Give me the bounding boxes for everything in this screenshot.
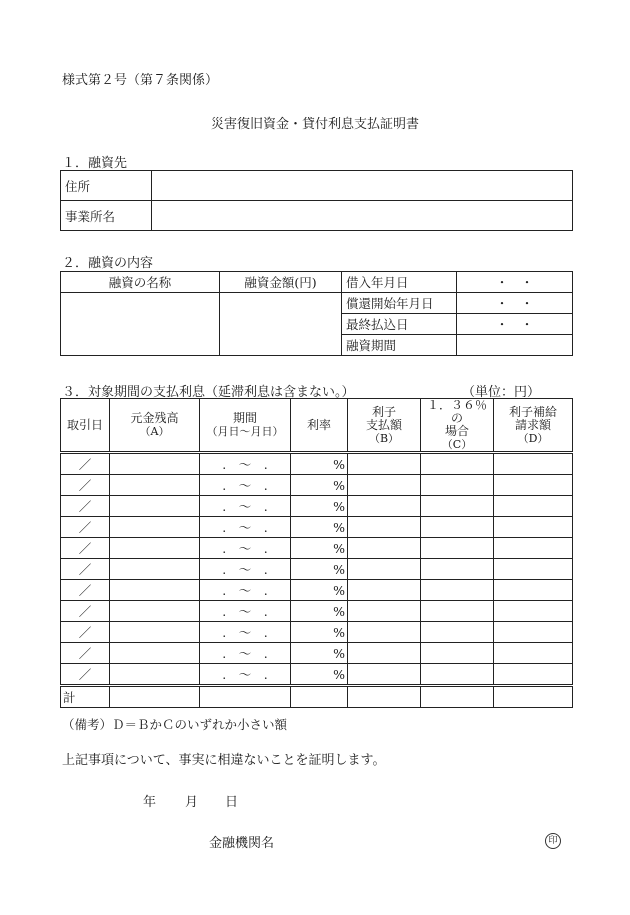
- borrow-date-field[interactable]: ・ ・: [457, 272, 573, 293]
- principal-cell[interactable]: [110, 496, 200, 517]
- period-header: 期間 （月日～月日）: [200, 399, 291, 453]
- period-cell[interactable]: . ～ .: [200, 643, 291, 664]
- principal-cell[interactable]: [110, 580, 200, 601]
- principal-cell[interactable]: [110, 601, 200, 622]
- repay-start-label: 償還開始年月日: [342, 293, 457, 314]
- section2-heading: ２．融資の内容: [62, 256, 154, 271]
- case-cell[interactable]: [421, 475, 494, 496]
- interest-cell[interactable]: [348, 517, 421, 538]
- principal-cell[interactable]: [110, 622, 200, 643]
- document-title: 災害復旧資金・貸付利息支払証明書: [210, 117, 419, 132]
- principal-cell[interactable]: [110, 453, 200, 475]
- interest-cell[interactable]: [348, 538, 421, 559]
- interest-cell[interactable]: [348, 622, 421, 643]
- unit-label: （単位：円）: [462, 385, 541, 400]
- total-rate[interactable]: [291, 686, 348, 708]
- date-year-label: 年: [143, 795, 157, 810]
- subsidy-cell[interactable]: [494, 538, 573, 559]
- subsidy-cell[interactable]: [494, 475, 573, 496]
- repay-start-field[interactable]: ・ ・: [457, 293, 573, 314]
- case-cell[interactable]: [421, 580, 494, 601]
- final-payment-label: 最終払込日: [342, 314, 457, 335]
- final-payment-field[interactable]: ・ ・: [457, 314, 573, 335]
- principal-cell[interactable]: [110, 538, 200, 559]
- rate-cell[interactable]: %: [291, 475, 348, 496]
- remarks-note: （備考）Ｄ＝ＢかＣのいずれか小さい額: [62, 717, 288, 732]
- period-cell[interactable]: . ～ .: [200, 580, 291, 601]
- case-cell[interactable]: [421, 643, 494, 664]
- loan-amount-field[interactable]: [220, 293, 342, 356]
- subsidy-cell[interactable]: [494, 601, 573, 622]
- date-day-label: 日: [225, 795, 239, 810]
- case-cell[interactable]: [421, 559, 494, 580]
- trade-day-cell[interactable]: ／: [61, 664, 110, 686]
- interest-paid-header: 利子 支払額 （B）: [348, 399, 421, 453]
- table-row: [61, 664, 573, 686]
- rate-cell[interactable]: %: [291, 496, 348, 517]
- table-row: [61, 496, 573, 517]
- rate-cell[interactable]: %: [291, 453, 348, 475]
- trade-day-header: 取引日: [61, 399, 110, 453]
- period-cell[interactable]: . ～ .: [200, 622, 291, 643]
- loan-period-field[interactable]: [457, 335, 573, 356]
- principal-cell[interactable]: [110, 517, 200, 538]
- principal-cell[interactable]: [110, 664, 200, 686]
- rate-cell[interactable]: %: [291, 601, 348, 622]
- trade-day-cell[interactable]: ／: [61, 643, 110, 664]
- case-cell[interactable]: [421, 538, 494, 559]
- case-cell[interactable]: [421, 517, 494, 538]
- table-row: [61, 580, 573, 601]
- subsidy-cell[interactable]: [494, 622, 573, 643]
- loan-period-label: 融資期間: [342, 335, 457, 356]
- seal-icon: 印: [545, 833, 561, 849]
- case-cell[interactable]: [421, 601, 494, 622]
- subsidy-cell[interactable]: [494, 517, 573, 538]
- period-cell[interactable]: . ～ .: [200, 559, 291, 580]
- table-row: [61, 272, 573, 293]
- trade-day-cell[interactable]: ／: [61, 496, 110, 517]
- principal-header: 元金残高 （A）: [110, 399, 200, 453]
- business-name-label: 事業所名: [61, 201, 152, 231]
- total-subsidy[interactable]: [494, 686, 573, 708]
- rate-cell[interactable]: %: [291, 538, 348, 559]
- subsidy-cell[interactable]: [494, 580, 573, 601]
- table-row: [61, 559, 573, 580]
- period-cell[interactable]: . ～ .: [200, 517, 291, 538]
- table-row: [61, 538, 573, 559]
- interest-table: [60, 398, 573, 708]
- total-case[interactable]: [421, 686, 494, 708]
- total-label: 計: [61, 686, 110, 708]
- interest-cell[interactable]: [348, 664, 421, 686]
- total-principal[interactable]: [110, 686, 200, 708]
- table-row: [61, 201, 573, 231]
- loan-amount-header: 融資金額(円): [220, 272, 342, 293]
- interest-cell[interactable]: [348, 643, 421, 664]
- section3-heading: ３．対象期間の支払利息（延滞利息は含まない。）: [62, 385, 355, 400]
- principal-cell[interactable]: [110, 475, 200, 496]
- interest-cell[interactable]: [348, 580, 421, 601]
- case-cell[interactable]: [421, 453, 494, 475]
- period-cell[interactable]: . ～ .: [200, 601, 291, 622]
- table-row: [61, 622, 573, 643]
- institution-label: 金融機関名: [209, 836, 275, 851]
- rate-cell[interactable]: %: [291, 517, 348, 538]
- case-cell[interactable]: [421, 622, 494, 643]
- period-cell[interactable]: . ～ .: [200, 538, 291, 559]
- table-row: [61, 475, 573, 496]
- trade-day-cell[interactable]: ／: [61, 580, 110, 601]
- section1-heading: １．融資先: [62, 156, 128, 171]
- interest-cell[interactable]: [348, 559, 421, 580]
- seal-mark: [545, 832, 561, 849]
- case-136-header: １．３６％ の 場合 （C）: [421, 399, 494, 453]
- trade-day-cell[interactable]: ／: [61, 622, 110, 643]
- rate-cell[interactable]: %: [291, 664, 348, 686]
- table-row: [61, 601, 573, 622]
- form-label: 様式第２号（第７条関係）: [62, 73, 219, 88]
- trade-day-cell[interactable]: ／: [61, 601, 110, 622]
- address-field[interactable]: [152, 171, 573, 201]
- trade-day-cell[interactable]: ／: [61, 453, 110, 475]
- interest-cell[interactable]: [348, 453, 421, 475]
- trade-day-cell[interactable]: ／: [61, 538, 110, 559]
- certification-text: 上記事項について、事実に相違ないことを証明します。: [62, 753, 386, 768]
- case-cell[interactable]: [421, 664, 494, 686]
- loan-name-header: 融資の名称: [61, 272, 220, 293]
- table-row: [61, 453, 573, 475]
- table-row: [61, 293, 573, 314]
- principal-cell[interactable]: [110, 559, 200, 580]
- trade-day-cell[interactable]: ／: [61, 475, 110, 496]
- rate-cell[interactable]: %: [291, 559, 348, 580]
- period-cell[interactable]: . ～ .: [200, 496, 291, 517]
- rate-cell[interactable]: %: [291, 622, 348, 643]
- subsidy-cell[interactable]: [494, 496, 573, 517]
- principal-cell[interactable]: [110, 643, 200, 664]
- period-cell[interactable]: . ～ .: [200, 664, 291, 686]
- date-month-label: 月: [185, 795, 199, 810]
- subsidy-cell[interactable]: [494, 559, 573, 580]
- borrow-date-label: 借入年月日: [342, 272, 457, 293]
- subsidy-cell[interactable]: [494, 664, 573, 686]
- table-row: [61, 171, 573, 201]
- total-row: [61, 686, 573, 708]
- loan-name-field[interactable]: [61, 293, 220, 356]
- total-interest[interactable]: [348, 686, 421, 708]
- interest-cell[interactable]: [348, 496, 421, 517]
- rate-cell[interactable]: %: [291, 580, 348, 601]
- period-cell[interactable]: . ～ .: [200, 475, 291, 496]
- table-header-row: [61, 399, 573, 453]
- business-name-field[interactable]: [152, 201, 573, 231]
- period-cell[interactable]: . ～ .: [200, 453, 291, 475]
- interest-cell[interactable]: [348, 475, 421, 496]
- subsidy-claim-header: 利子補給 請求額 （D）: [494, 399, 573, 453]
- address-label: 住所: [61, 171, 152, 201]
- loan-table: [60, 271, 573, 356]
- trade-day-cell[interactable]: ／: [61, 559, 110, 580]
- table-row: [61, 643, 573, 664]
- rate-cell[interactable]: %: [291, 643, 348, 664]
- subsidy-cell[interactable]: [494, 643, 573, 664]
- trade-day-cell[interactable]: ／: [61, 517, 110, 538]
- table-row: [61, 517, 573, 538]
- interest-cell[interactable]: [348, 601, 421, 622]
- borrower-table: [60, 170, 573, 231]
- case-cell[interactable]: [421, 496, 494, 517]
- subsidy-cell[interactable]: [494, 453, 573, 475]
- rate-header: 利率: [291, 399, 348, 453]
- total-period[interactable]: [200, 686, 291, 708]
